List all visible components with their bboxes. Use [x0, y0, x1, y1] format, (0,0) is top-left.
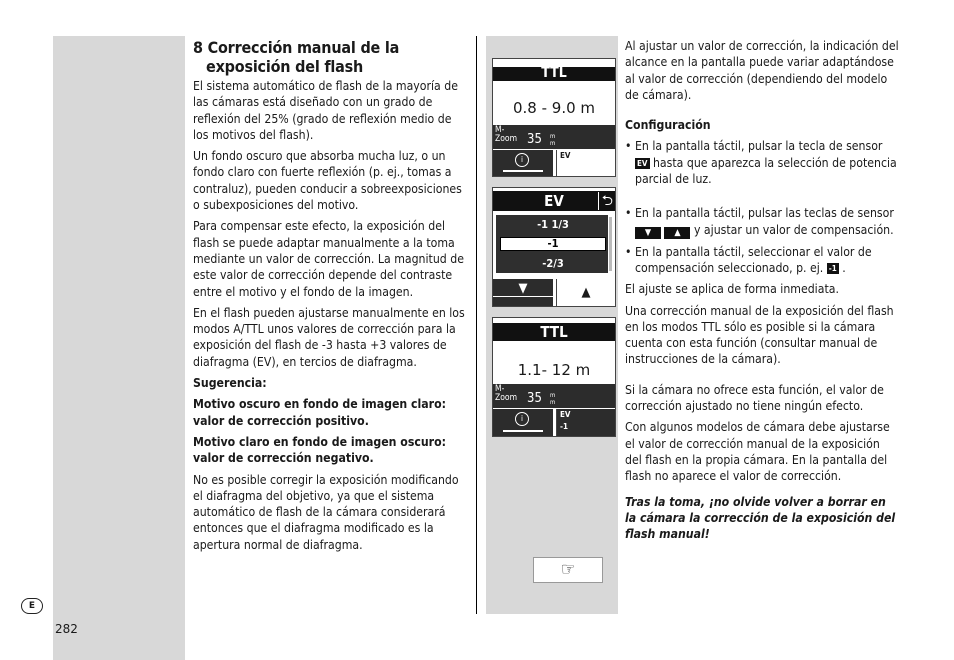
zoom-label: M- Zoom — [495, 125, 518, 144]
info-icon: i — [515, 412, 529, 426]
language-badge: E — [21, 598, 43, 614]
title-bar — [493, 67, 615, 81]
paragraph-immediate: El ajuste se aplica de forma inmediata. — [625, 282, 839, 297]
range-readout: 1.1- 12 m — [517, 361, 591, 379]
zoom-label: M- Zoom — [495, 384, 518, 403]
flash-screen-ttl-1 — [492, 58, 616, 177]
ev-button[interactable] — [556, 150, 615, 176]
ev-option[interactable]: -1 1/3 — [537, 218, 569, 231]
zoom-unit: m m — [550, 392, 556, 406]
ev-button[interactable] — [556, 409, 615, 436]
underline — [503, 170, 543, 172]
up-button[interactable] — [556, 279, 615, 306]
warning-note: Tras la toma, ¡no olvide volver a borrar en la cámara la corrección de la exposición del flash manual! — [625, 494, 896, 542]
ev-value: -1 — [560, 422, 568, 431]
underline — [493, 296, 553, 297]
paragraph-range: En el flash pueden ajustarse manualmente en los modos A/TTL unos valores de corrección para la exposición del flash de -3 hasta +3 valores de diafragma (EV), en tercios de diafragma. — [193, 305, 465, 369]
left-margin-band — [53, 36, 185, 660]
tip-negative: Motivo claro en fondo de imagen oscuro: valor de corrección negativo. — [193, 434, 447, 466]
down-button[interactable] — [493, 279, 553, 306]
paragraph-no-effect: Si la cámara no ofrece esta función, el valor de corrección ajustado no tiene ningún efecto. — [625, 382, 884, 414]
paragraph-intro: El sistema automático de flash de la mayoría de las cámaras está diseñado con un grado de reflexión del 25% (grado de reflexión medio de los motivos del flash). — [193, 79, 458, 142]
ev-option[interactable]: -2/3 — [542, 257, 564, 270]
flash-screen-ttl-2 — [492, 317, 616, 437]
chevron-up-icon: ▲ — [581, 285, 591, 300]
down-key-icon: ▼ — [635, 227, 661, 239]
zoom-value: 35 — [527, 391, 542, 406]
info-icon: i — [515, 153, 529, 167]
paragraph-background: Un fondo oscuro que absorba mucha luz, o un fondo claro con fuerte reflexión (p. ej., tomas a contraluz), pueden conducir a sobreexposiciones o subexposiciones del motivo. — [193, 149, 462, 213]
step-1: • En la pantalla táctil, pulsar la tecla de sensor EV hasta que aparezca la selección de potencia parcial de luz. — [625, 139, 897, 187]
chevron-down-icon: ▼ — [518, 281, 528, 296]
up-key-icon: ▲ — [664, 227, 690, 239]
zoom-row — [493, 125, 615, 149]
ev-option-selected[interactable]: -1 — [500, 237, 606, 251]
config-label: Configuración — [625, 118, 711, 133]
info-button[interactable] — [493, 150, 553, 176]
flash-screen-ev — [492, 187, 616, 307]
paragraph-aperture: No es posible corregir la exposición modificando el diafragma del objetivo, ya que el sistema automático de flash de la cámara considerará entonces que el diafragma modificado es la apertura normal de diafragma. — [193, 472, 459, 552]
ev-key-tag: EV — [637, 158, 648, 168]
value-tag: -1 — [828, 263, 837, 273]
step-3: • En la pantalla táctil, seleccionar el valor de compensación seleccionado, p. ej. -1 . — [625, 244, 872, 275]
text-column-right — [625, 38, 900, 547]
paragraph-range-change: Al ajustar un valor de corrección, la indicación del alcance en la pantalla puede variar adaptándose al valor de corrección (dependiendo del modelo de cámara). — [625, 39, 899, 102]
title-bar — [493, 323, 615, 341]
column-divider — [476, 36, 477, 614]
underline — [503, 430, 543, 432]
mode-title: TTL — [541, 65, 567, 81]
mode-title: TTL — [540, 323, 568, 341]
pointing-hand-icon: ☞ — [533, 557, 603, 583]
mode-title: EV — [544, 192, 564, 210]
tip-positive: Motivo oscuro en fondo de imagen claro: valor de corrección positivo. — [193, 397, 447, 428]
section-heading — [193, 38, 468, 76]
zoom-row — [493, 384, 615, 408]
tip-label: Sugerencia: — [193, 376, 267, 391]
paragraph-compensation: Para compensar este efecto, la exposición del flash se puede adaptar manualmente a la toma mediante un valor de corrección. La magnitud de este valor de corrección depende del contraste entre el motivo y el fondo de la imagen. — [193, 219, 464, 299]
ev-label: EV — [560, 410, 571, 419]
zoom-unit: m m — [550, 133, 556, 147]
zoom-value: 35 — [527, 132, 542, 147]
heading-line-1: 8 Corrección manual de la — [193, 38, 400, 57]
paragraph-ttl-only: Una corrección manual de la exposición del flash en los modos TTL sólo es posible si la cámara cuenta con esta función (consultar manual de instrucciones de la cámara). — [625, 303, 894, 367]
back-icon[interactable]: ⮌ — [598, 192, 613, 210]
text-column-left — [193, 38, 468, 558]
heading-line-2: exposición del flash — [206, 57, 364, 76]
step-2: • En la pantalla táctil, pulsar las teclas de sensor ▼ ▲ y ajustar un valor de compensación. — [625, 206, 894, 238]
ev-value-list[interactable] — [496, 215, 608, 273]
list-scrollbar[interactable] — [609, 217, 612, 271]
range-readout: 0.8 - 9.0 m — [512, 99, 596, 117]
ev-label: EV — [560, 151, 571, 160]
page-number: 282 — [55, 622, 78, 636]
info-button[interactable] — [493, 409, 553, 436]
paragraph-camera-setting: Con algunos modelos de cámara debe ajustarse el valor de corrección manual de la exposición del flash en la propia cámara. En la pantalla del flash no aparece el valor de corrección. — [625, 420, 890, 484]
title-bar — [493, 191, 615, 211]
